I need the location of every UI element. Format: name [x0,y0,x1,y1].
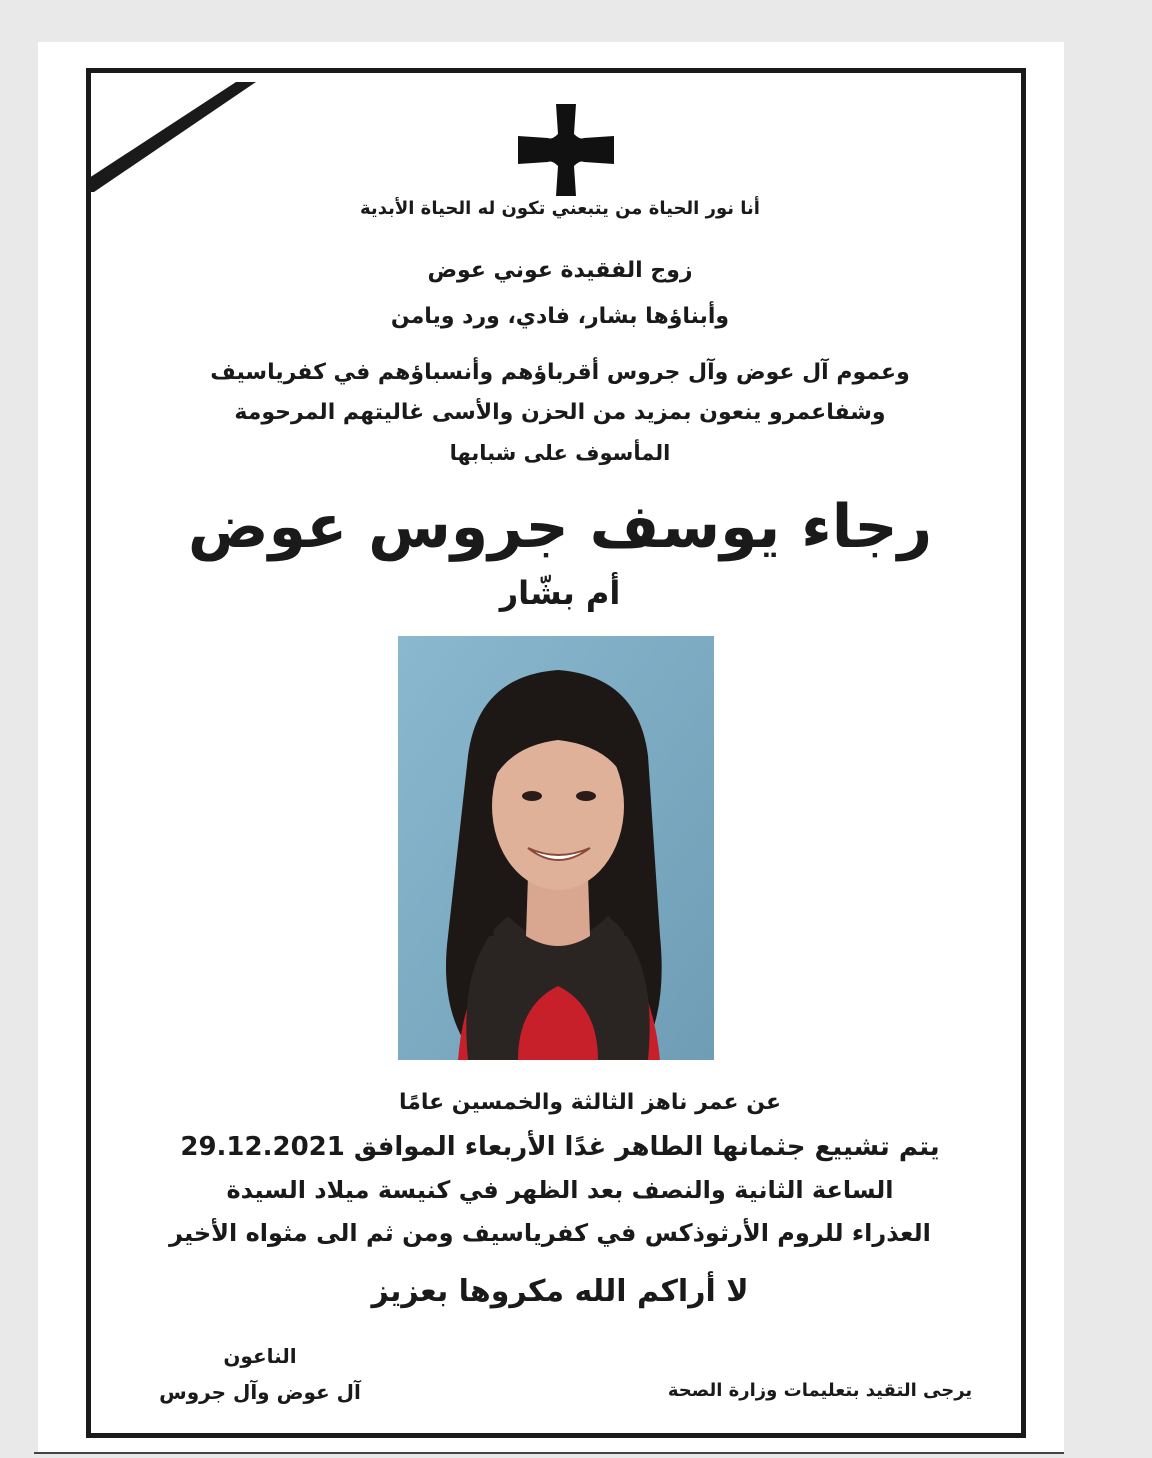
cross-icon [518,104,614,196]
mourners-title: الناعون [223,1344,297,1368]
funeral-line-1: يتم تشييع جثمانها الطاهر غدًا الأربعاء الموافق 29.12.2021 [180,1132,940,1162]
family-line-3: المأسوف على شبابها [449,441,671,465]
health-notice: يرجى التقيد بتعليمات وزارة الصحة [667,1380,973,1401]
children-line: وأبناؤها بشار، فادي، ورد ويامن [390,304,730,329]
deceased-photo [398,636,714,1060]
deceased-nickname: أم بشّار [499,574,621,612]
deceased-name: رجاء يوسف جروس عوض [187,492,933,562]
funeral-line-2: الساعة الثانية والنصف بعد الظهر في كنيسة ميلاد السيدة [226,1176,894,1204]
family-line-2: وشفاعمرو ينعون بمزيد من الحزن والأسى غاليتهم المرحومة [234,400,886,425]
mourners-names: آل عوض وآل جروس [159,1380,361,1404]
husband-line: زوج الفقيدة عوني عوض [427,258,693,283]
family-line-1: وعموم آل عوض وآل جروس أقرباؤهم وأنسباؤهم في كفرياسيف [210,360,910,385]
funeral-line-3: العذراء للروم الأرثوذكس في كفرياسيف ومن ثم الى مثواه الأخير [169,1219,931,1247]
closing-line: لا أراكم الله مكروها بعزيز [371,1274,749,1309]
mourning-ribbon [86,68,256,208]
bottom-divider [34,1452,1064,1454]
verse-text: أنا نور الحياة من يتبعني تكون له الحياة الأبدية [360,198,760,219]
age-line: عن عمر ناهز الثالثة والخمسين عامًا [398,1090,782,1115]
